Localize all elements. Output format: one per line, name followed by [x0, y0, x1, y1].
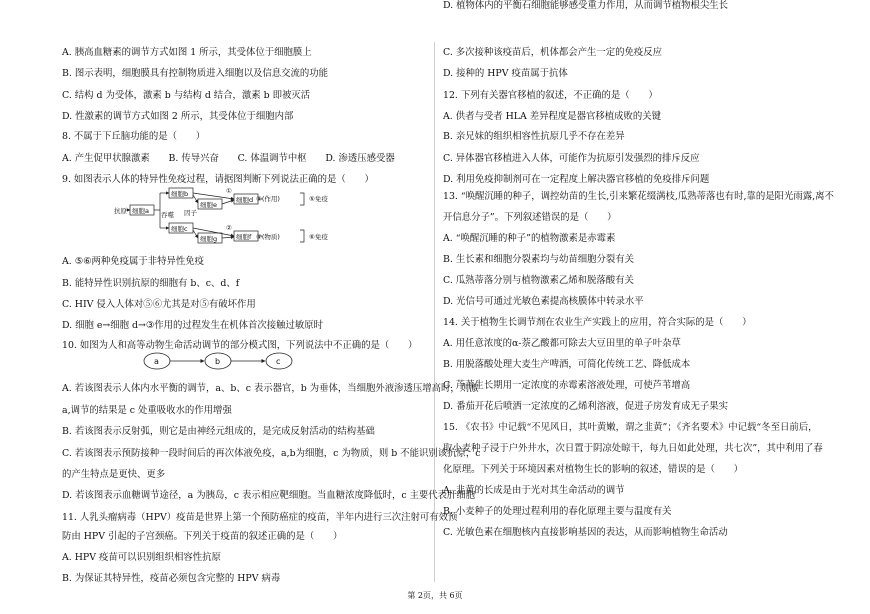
- marker-1: ①: [226, 187, 232, 195]
- regulation-model-diagram: [143, 351, 293, 371]
- factor-label: 因子: [184, 209, 197, 217]
- immune-6-label: ⑥免疫: [309, 233, 328, 241]
- node-b-label: b: [215, 357, 221, 366]
- cell-f-label: 细胞f: [236, 233, 252, 241]
- text-line: A. 供者与受者 HLA 差异程度是器官移植成败的关键: [443, 111, 661, 122]
- text-line: 12. 下列有关器官移植的叙述，不正确的是（ ）: [443, 90, 658, 101]
- cell-g-label: 细胞g: [200, 235, 218, 243]
- text-line: 9. 如图表示人体的特异性免疫过程，请据图判断下列说法正确的是（ ）: [62, 174, 374, 185]
- text-line: 防由 HPV 引起的子宫颈癌。下列关于疫苗的叙述正确的是（ ）: [62, 531, 343, 542]
- text-line: C. 结构 d 为受体，激素 b 与结构 d 结合，激素 b 即被灭活: [62, 90, 311, 101]
- text-line: D. 性激素的调节方式如图 2 所示，其受体位于细胞内部: [62, 111, 294, 122]
- text-line: B. 为保证其特异性，疫苗必须包含完整的 HPV 病毒: [62, 573, 281, 584]
- text-line: D. 植物体内的平衡石细胞能够感受重力作用，从而调节植物根尖生长: [443, 0, 729, 11]
- cell-c-label: 细胞c: [171, 225, 188, 233]
- text-line: C. 芦苇生长期用一定浓度的赤霉素溶液处理，可使芦苇增高: [443, 380, 691, 391]
- text-line: A. 韭黄的长成是由于光对其生命活动的调节: [443, 485, 625, 496]
- text-line: B. 生长素和细胞分裂素均与幼苗细胞分裂有关: [443, 254, 634, 265]
- marker-2: ②: [226, 224, 232, 232]
- immune-5-label: ⑤免疫: [309, 195, 328, 203]
- page-footer: 第 2页，共 6页: [407, 591, 463, 600]
- text-line: C. 若该图表示预防接种一段时间后的再次体液免疫，a,b为细胞，c 为物质，则 b 不能识别该抗原，c: [62, 448, 481, 459]
- text-line: 11. 人乳头瘤病毒（HPV）疫苗是世界上第一个预防癌症的疫苗，半年内进行三次注射可有效预: [62, 512, 458, 523]
- node-a-label: a: [154, 357, 159, 366]
- text-line: D. 利用免疫抑制剂可在一定程度上解决器官移植的免疫排斥问题: [443, 174, 710, 185]
- text-line: A. 若该图表示人体内水平衡的调节，a、b、c 表示器官，b 为垂体，当细胞外液渗透压增高时，则激: [62, 383, 479, 394]
- cell-b-label: 细胞b: [171, 190, 189, 198]
- text-line: D. 番茄开花后喷洒一定浓度的乙烯利溶液，促进子房发育成无子果实: [443, 401, 729, 412]
- text-line: 8. 不属于下丘脑功能的是（ ）: [62, 131, 206, 142]
- text-line: B. 小麦种子的处理过程利用的春化原理主要与温度有关: [443, 506, 672, 517]
- text-line: A. 胰高血糖素的调节方式如图 1 所示，其受体位于细胞膜上: [62, 47, 312, 58]
- cell-a-label: 细胞a: [132, 207, 149, 215]
- text-line: A. ⑤⑥两种免疫属于非特异性免疫: [62, 256, 205, 267]
- text-line: D. 光信号可通过光敏色素提高核膜体中转录水平: [443, 296, 644, 307]
- text-line: D. 若该图表示血糖调节途径，a 为胰岛，c 表示相应靶细胞。当血糖浓度降低时，c 主要代表肝细胞: [62, 490, 476, 501]
- text-line: 14. 关于植物生长调节剂在农业生产实践上的应用，符合实际的是（ ）: [443, 317, 752, 328]
- text-line: B. 图示表明，细胞膜具有控制物质进入细胞以及信息交流的功能: [62, 68, 328, 79]
- action-4-label: ④(物质): [256, 233, 280, 241]
- text-line: 10. 如图为人和高等动物生命活动调节的部分模式图，下列说法中不正确的是（ ）: [62, 340, 418, 351]
- text-line: C. 多次接种该疫苗后，机体都会产生一定的免疫反应: [443, 47, 663, 58]
- text-line: A. HPV 疫苗可以识别组织相容性抗原: [62, 552, 221, 563]
- text-line: 13. “唤醒沉睡的种子，调控幼苗的生长,引来繁花缀满枝,瓜熟蒂落也有时,靠的是阳光雨露,离不: [443, 191, 834, 202]
- text-line: C. 瓜熟蒂落分别与植物激素乙烯和脱落酸有关: [443, 275, 634, 286]
- text-line: 化原理。下列关于环境因素对植物生长的影响的叙述，错误的是（ ）: [443, 464, 744, 475]
- text-line: C. 异体器官移植进入人体，可能作为抗原引发强烈的排斥反应: [443, 153, 700, 164]
- text-line: 取小麦种子浸于户外井水，次日置于阴凉处晾干，每九日如此处理，共七次”，其中利用了春: [443, 443, 823, 454]
- text-line: 15. 《农书》中记载“不见风日，其叶黄嫩，谓之韭黄”；《齐名要术》中记载“冬至日前后，: [443, 422, 818, 433]
- text-line: 开信息分子”。下列叙述错误的是（ ）: [443, 212, 617, 223]
- text-line: B. 亲兄妹的组织相容性抗原几乎不存在差异: [443, 131, 625, 142]
- immune-process-diagram: [114, 187, 344, 253]
- text-line: A. 产生促甲状腺激素 B. 传导兴奋 C. 体温调节中枢 D. 渗透压感受器: [62, 153, 395, 164]
- cell-e-label: 细胞e: [200, 201, 217, 209]
- node-c-label: c: [276, 357, 281, 366]
- text-line: C. 光敏色素在细胞核内直接影响基因的表达，从而影响植物生命活动: [443, 527, 728, 538]
- text-line: A. 用任意浓度的α-萘乙酸都可除去大豆田里的单子叶杂草: [443, 338, 681, 349]
- cell-d-label: 细胞d: [236, 196, 254, 204]
- text-line: D. 接种的 HPV 疫苗属于抗体: [443, 68, 568, 79]
- text-line: B. 用脱落酸处理大麦生产啤酒，可简化传统工艺、降低成本: [443, 359, 691, 370]
- text-line: B. 能特异性识别抗原的细胞有 b、c、d、f: [62, 278, 240, 289]
- action-3-label: ③(作用): [256, 195, 280, 203]
- text-line: B. 若该图表示反射弧，则它是由神经元组成的，是完成反射活动的结构基础: [62, 426, 375, 437]
- text-line: 的产生特点是更快、更多: [62, 469, 166, 480]
- text-line: A. “唤醒沉睡的种子”的植物激素是赤霉素: [443, 233, 616, 244]
- text-line: C. HIV 侵入人体对⑤⑥尤其是对⑤有破坏作用: [62, 299, 256, 310]
- text-line: D. 细胞 e→细胞 d→③作用的过程发生在机体首次接触过敏原时: [62, 320, 324, 331]
- text-line: a,调节的结果是 c 处重吸收水的作用增强: [62, 405, 232, 416]
- antigen-label: 抗原: [114, 207, 127, 215]
- swallow-label: 吞噬: [161, 211, 174, 219]
